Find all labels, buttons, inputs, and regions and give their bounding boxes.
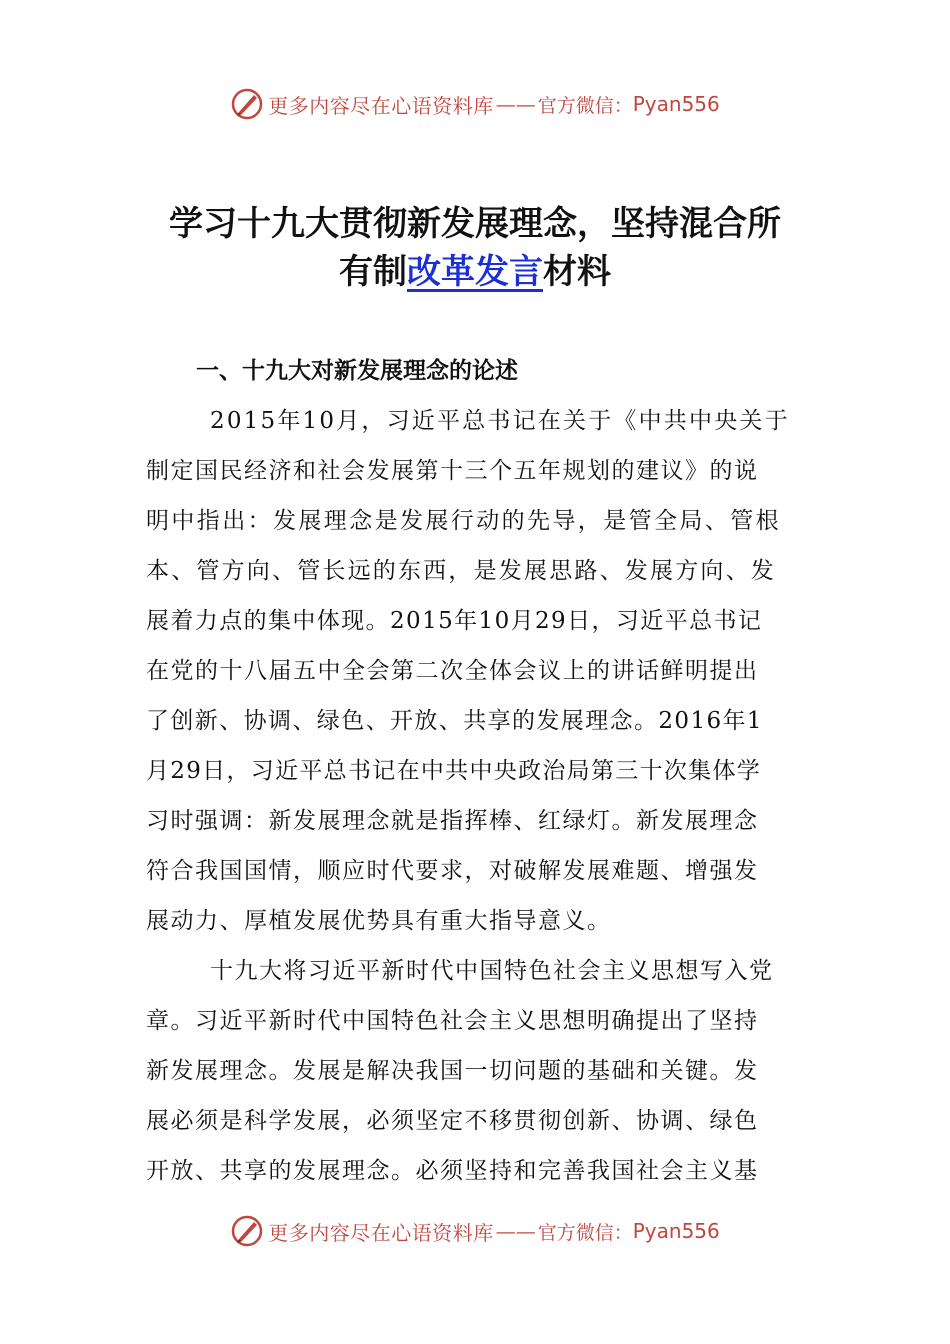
title-link[interactable]: 改革发言: [407, 252, 543, 292]
banner-separator: ——: [495, 92, 536, 116]
banner-text: 更多内容尽在心语资料库: [268, 93, 494, 118]
title-suffix: 材料: [543, 252, 611, 292]
section-heading: 一、十九大对新发展理念的论述: [196, 358, 518, 384]
paragraph-1: [146, 396, 806, 946]
paragraph-line: 展必须是科学发展，必须坚定不移贯彻创新、协调、绿色: [146, 1108, 759, 1134]
title-prefix: 有制: [339, 252, 407, 292]
paragraph-line: 月29日，习近平总书记在中共中央政治局第三十次集体学: [146, 758, 762, 784]
banner-separator: ——: [495, 1219, 536, 1243]
banner-wechat-label: 官方微信：: [537, 94, 633, 117]
pen-logo-icon: [230, 1214, 264, 1248]
paragraph-line: 本、管方向、管长远的东西，是发展思路、发展方向、发: [146, 558, 776, 584]
footer-banner: [0, 1211, 950, 1251]
paragraph-line: 符合我国国情，顺应时代要求，对破解发展难题、增强发: [146, 858, 759, 884]
paragraph-line: 展动力、厚植发展优势具有重大指导意义。: [146, 908, 612, 934]
paragraph-line: 展着力点的集中体现。2015年10月29日，习近平总书记: [146, 608, 763, 634]
paragraph-line: 2015年10月，习近平总书记在关于《中共中央关于: [210, 408, 790, 434]
paragraph-line: 习时强调：新发展理念就是指挥棒、红绿灯。新发展理念: [146, 808, 759, 834]
paragraph-line: 新发展理念。发展是解决我国一切问题的基础和关键。发: [146, 1058, 759, 1084]
paragraph-2: [146, 946, 806, 1196]
paragraph-line: 了创新、协调、绿色、开放、共享的发展理念。2016年1: [146, 708, 763, 734]
banner-text: 更多内容尽在心语资料库: [268, 1220, 494, 1245]
paragraph-line: 章。习近平新时代中国特色社会主义思想明确提出了坚持: [146, 1008, 759, 1034]
banner-wechat-id: Pyan556: [632, 92, 720, 116]
paragraph-line: 制定国民经济和社会发展第十三个五年规划的建议》的说: [146, 458, 759, 484]
paragraph-line: 明中指出：发展理念是发展行动的先导，是管全局、管根: [146, 508, 781, 534]
pen-logo-icon: [230, 87, 264, 121]
banner-wechat-label: 官方微信：: [537, 1221, 633, 1244]
document-title-line2: [0, 245, 950, 299]
document-title-line1: 学习十九大贯彻新发展理念，坚持混合所: [169, 204, 781, 244]
header-banner: [0, 84, 950, 124]
paragraph-line: 十九大将习近平新时代中国特色社会主义思想写入党: [210, 958, 774, 984]
banner-wechat-id: Pyan556: [632, 1219, 720, 1243]
paragraph-line: 开放、共享的发展理念。必须坚持和完善我国社会主义基: [146, 1158, 759, 1184]
paragraph-line: 在党的十八届五中全会第二次全体会议上的讲话鲜明提出: [146, 658, 759, 684]
